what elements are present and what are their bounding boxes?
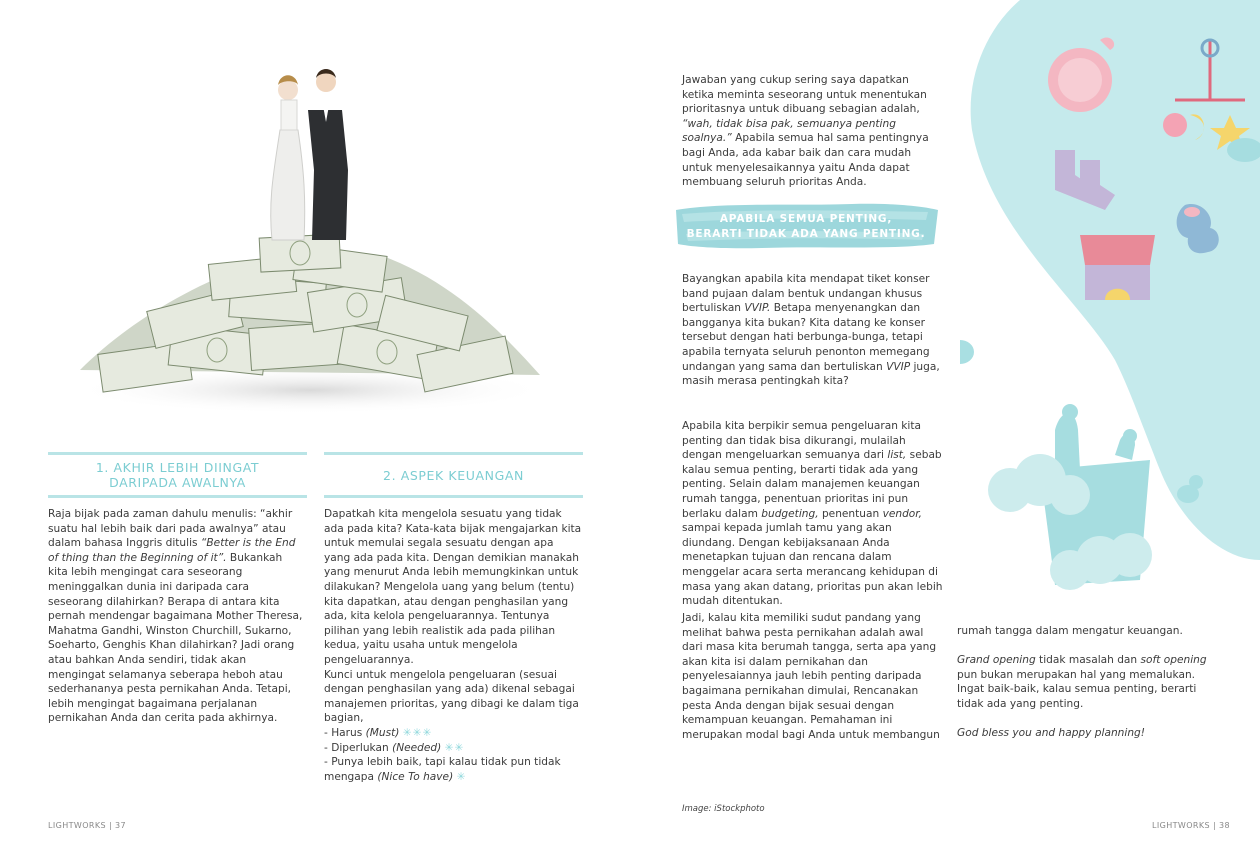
right-paragraph-3: Apabila kita berpikir semua pengeluaran kita penting dan tidak bisa dikurangi, mulailah dengan mengeluarkan semuanya dari list, sebab kalau semua penting, berarti tidak ada yang penting. Selain dalam manajemen keuangan rumah tangga, penentuan prioritas ini pun berlaku dalam budgeting, penentuan vendor, sampai kepada jumlah tamu yang akan diundang. Dengan kebijaksanaan Anda menetapkan tujuan dan rencana dalam menggelar acara serta merancang kehidupan di masa yang akan datang, prioritas pun akan lebih mudah ditentukan. [682,420,943,608]
section1-body [48,507,304,726]
priority-item-nice: - Punya lebih baik, tapi kalau tidak pun tidak mengapa (Nice To have) ✳ [324,756,561,783]
right-column-text [957,624,1207,741]
callout-text [672,212,940,242]
left-page-footer: LIGHTWORKS | 37 [48,821,126,830]
section1-paragraph: Raja bijak pada zaman dahulu menulis: “akhir suatu hal lebih baik dari pada awalnya” atau dalam bahasa Inggris ditulis “Better is the End of thing than the Beginning of it”. Bukankah kita lebih mengingat cara seseorang meninggalkan dunia ini daripada cara seseorang dilahirkan? Berapa di antara kita pernah mendengar bagaimana Mother Theresa, Mahatma Gandhi, Winston Churchill, Sukarno, Soeharto, Genghis Khan dilahirkan? Jadi orang atau bahkan Anda sendiri, tidak akan mengingat selamanya seberapa heboh atau sederhananya pesta pernikahan Anda. Tetapi, lebih mengingat bagaimana perjalanan pernikahan Anda dan cerita pada akhirnya. [48,508,303,725]
priority-item-must: - Harus (Must) ✳✳✳ [324,726,433,739]
wedding-money-illustration [60,60,560,420]
image-credit: Image: iStockphoto [682,804,765,814]
section1-heading-text: 1. AKHIR LEBIH DIINGAT DARIPADA AWALNYA [95,460,260,490]
pull-quote-callout [672,200,940,252]
section1-heading [48,452,307,498]
right-paragraph-6: Grand opening tidak masalah dan soft opening pun bukan merupakan hal yang memalukan. Ingat baik-baik, kalau semua penting, berarti tidak ada yang penting. [957,654,1207,710]
section2-intro2: Kunci untuk mengelola pengeluaran (sesuai dengan penghasilan yang ada) dikenal sebagai manajemen prioritas, yang dibagi ke dalam tiga bagian, [324,668,579,725]
priority-item-needed: - Diperlukan (Needed) ✳✳ [324,741,465,754]
balloon-illustration [960,0,1260,640]
section2-heading-text: 2. ASPEK KEUANGAN [383,467,524,483]
callout-line-1: APABILA SEMUA PENTING, [719,213,893,225]
section2-intro: Dapatkah kita mengelola sesuatu yang tidak ada pada kita? Kata-kata bijak mengajarkan kita untuk memulai segala sesuatu dengan apa yang ada pada kita. Dengan demikian manakah yang menurut Anda lebih memungkinkan untuk dilakukan? Mengelola uang yang belum (tentu) kita dapatkan, atau dengan penghasilan yang ada, kita kelola pengeluarannya. Tentunya pilihan yang lebih realistik ada pada pilihan kedua, yaitu usaha untuk mengelola pengeluarannya. [324,508,582,666]
right-paragraph-4: Jadi, kalau kita memiliki sudut pandang yang melihat bahwa pesta pernikahan adalah awal dari masa kita berumah tangga, serta apa yang akan kita isi dalam pernikahan dan penyelesaiannya jauh lebih penting daripada bagaimana pernikahan dimulai, Rencanakan pesta Anda dengan bijak sesuai dengan kemampuan keuangan. Pemahaman ini merupakan modal bagi Anda untuk membangun [682,612,940,741]
right-page-footer: LIGHTWORKS | 38 [1152,821,1230,830]
star-icon: ✳ [456,770,467,783]
right-paragraph-5: rumah tangga dalam mengatur keuangan. [957,625,1183,637]
star-icon: ✳✳ [444,741,465,754]
section2-heading [324,452,583,498]
right-paragraph-2: Bayangkan apabila kita mendapat tiket konser band pujaan dalam bentuk undangan khusus bertuliskan VVIP. Betapa menyenangkan dan bangganya kita bukan? Kita datang ke konser tersebut dengan hati berbunga-bunga, tetapi apabila ternyata seluruh penonton memegang undangan yang sama dan bertuliskan VVIP juga, masih merasa pentingkah kita? [682,273,940,388]
section2-body [324,507,582,784]
callout-line-2: BERARTI TIDAK ADA YANG PENTING. [686,228,926,240]
right-paragraph-1: Jawaban yang cukup sering saya dapatkan ketika meminta seseorang untuk menentukan prioritasnya untuk dibuang sebagian adalah, “wah, tidak bisa pak, semuanya penting soalnya.” Apabila semua hal sama pentingnya bagi Anda, ada kabar baik dan cara mudah untuk menyelesaikannya yaitu Anda dapat membuang seluruh prioritas Anda. [682,74,929,189]
star-icon: ✳✳✳ [402,726,433,739]
closing-line: God bless you and happy planning! [957,727,1146,740]
